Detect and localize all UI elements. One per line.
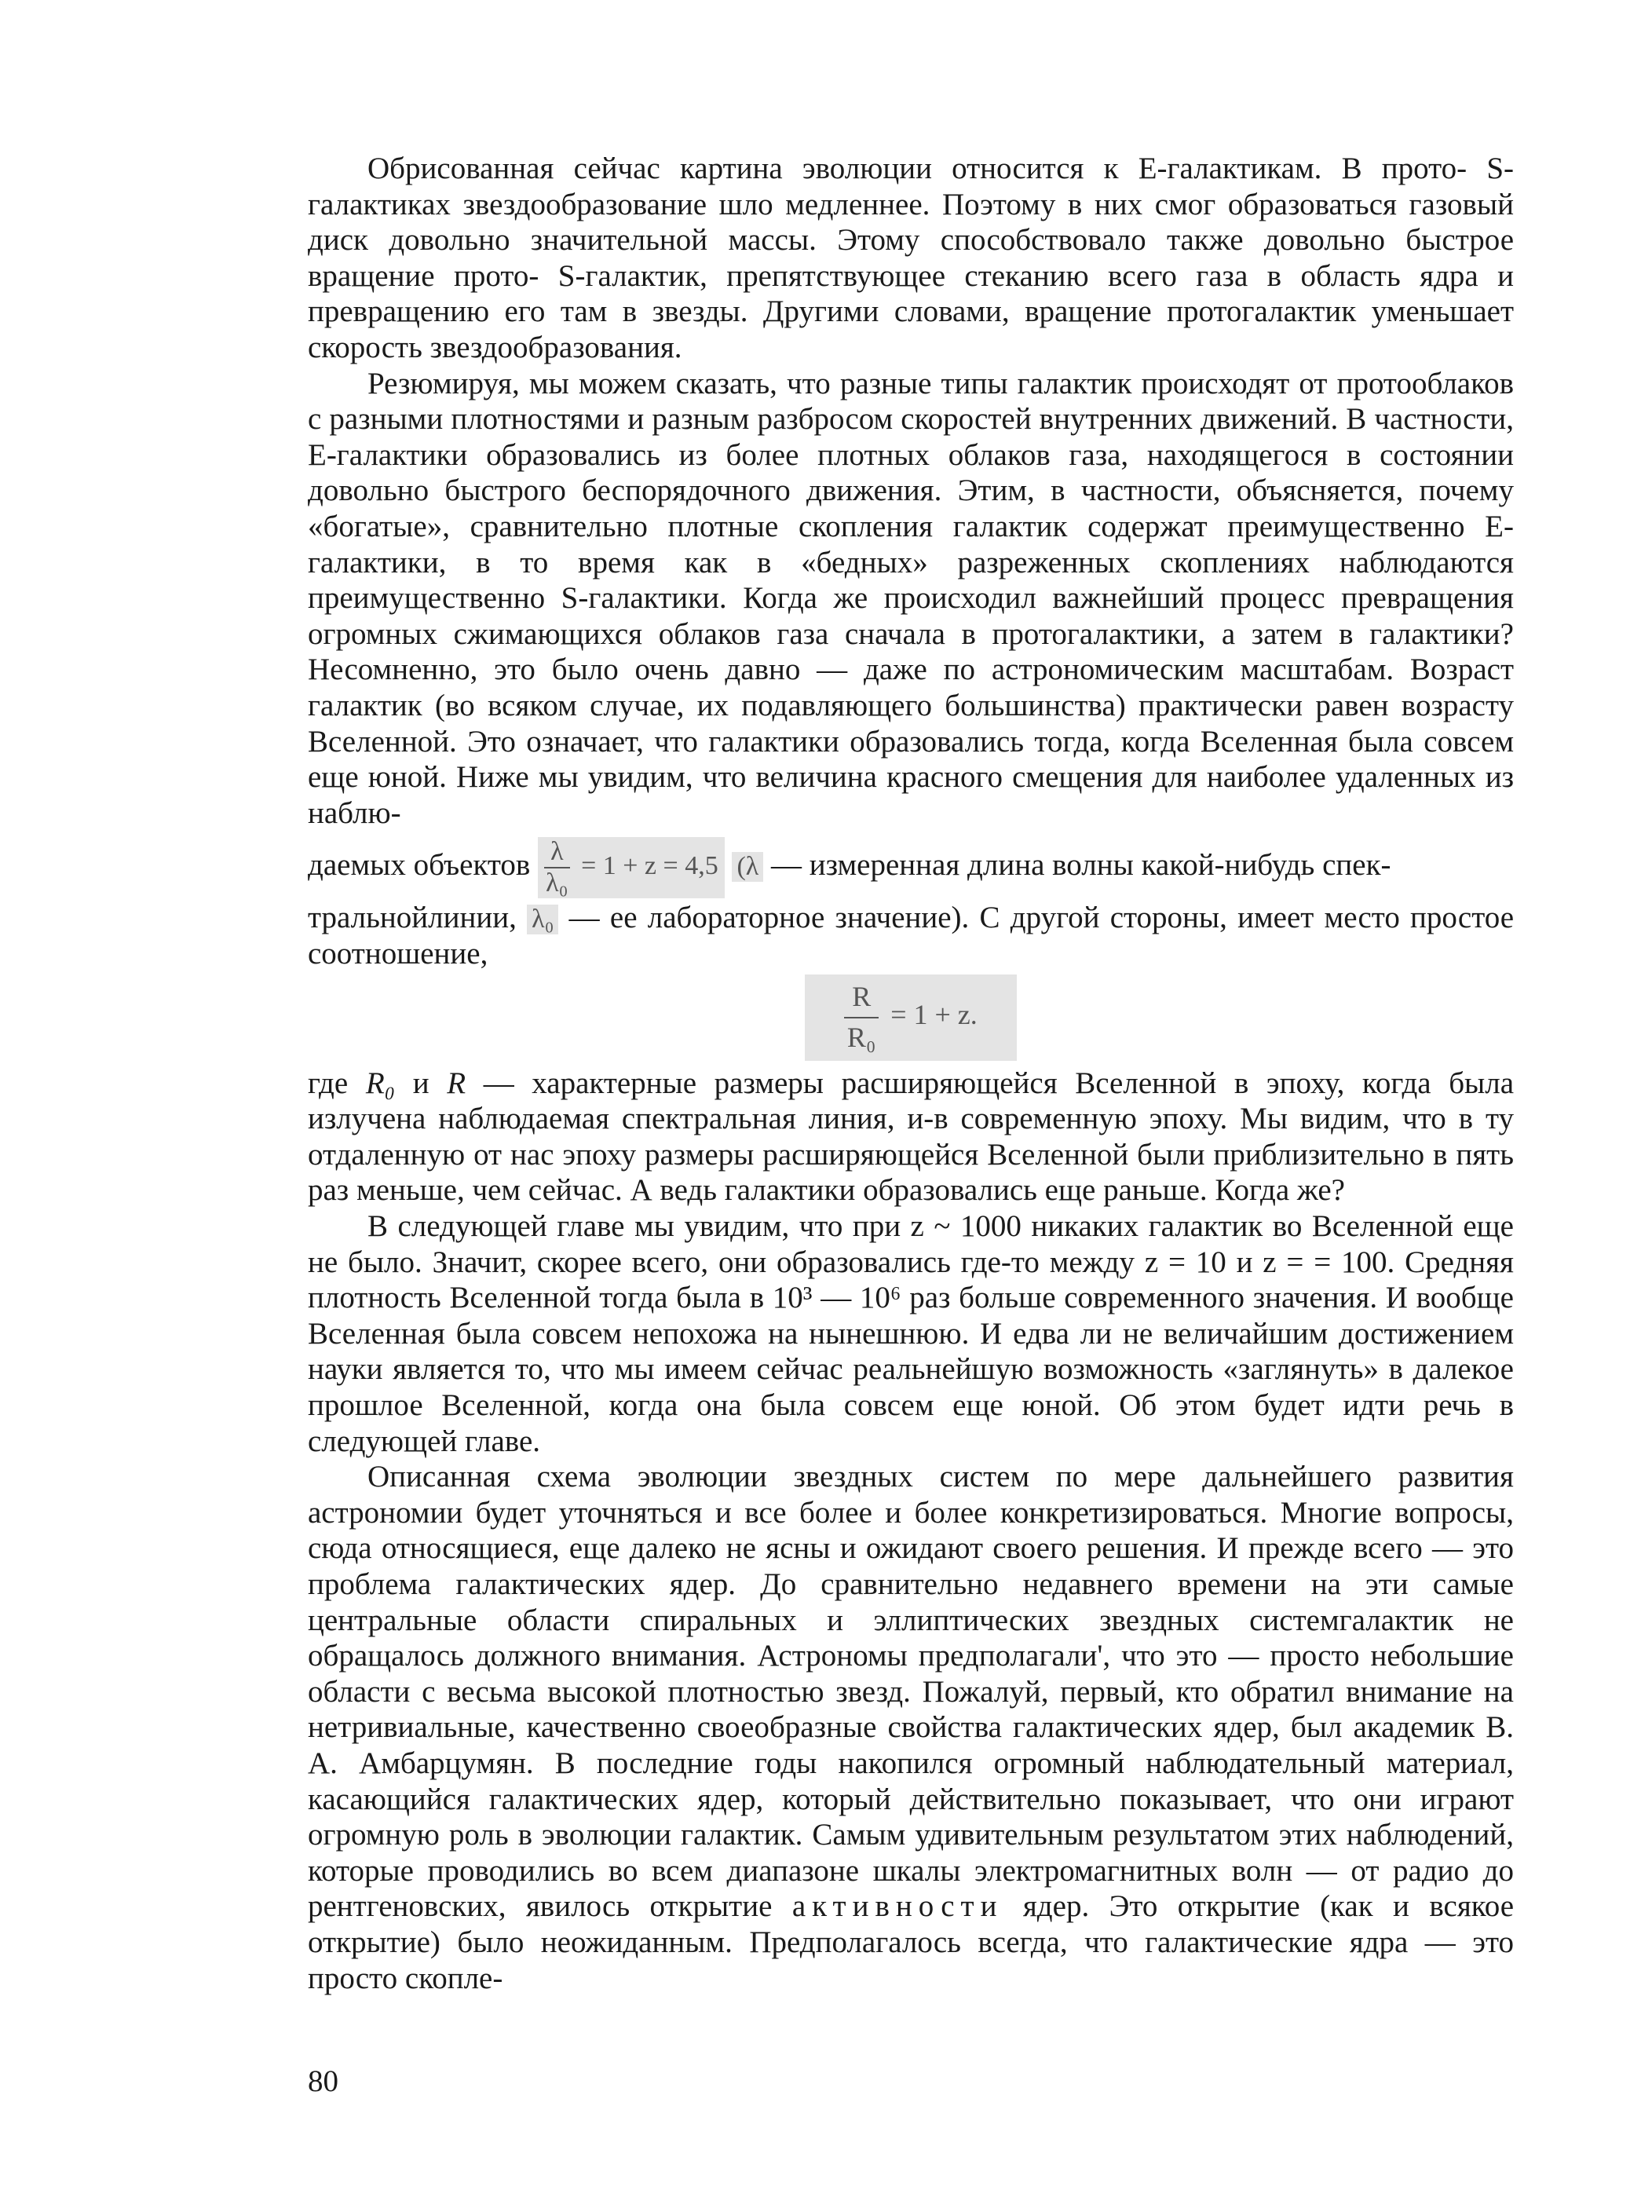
paragraph-3-text-b: и bbox=[412, 1066, 429, 1100]
paragraph-3-text-c: — характерные размеры расширяющейся Вселенной в эпоху, когда была излучена наблюдаемая спектральная линия, и-в современную эпоху. Мы видим, что в ту отдаленную от нас эпоху размеры расширяющейся Вселенной были приблизительно в пять раз меньше, чем сейчас. А ведь галактики образовались еще раньше. Когда же? bbox=[308, 1066, 1515, 1208]
paragraph-2-text-e: — ее лабораторное значение). С другой стороны, имеет место простое соотношение, bbox=[308, 901, 1515, 971]
paragraph-3-text-a: где bbox=[308, 1066, 349, 1100]
scale-factor-formula bbox=[805, 974, 1017, 1060]
paragraph-5-text-c: ядер. Это открытие (как и всякое открытие) было неожиданным. Предполагалось всегда, что галактические ядра — это просто скопле- bbox=[308, 1889, 1515, 1995]
lambda-char: λ bbox=[745, 852, 759, 882]
redshift-rhs: = 1 + z = 4,5 bbox=[581, 851, 718, 881]
paragraph-2-text-a: Резюмируя, мы можем сказать, что разные типы галактик происходят от протооблаков с разными плотностями и разным разбросом скоростей внутренних движений. В частности, Е-галактики образовались из более плотных облаков газа, находящегося в состоянии довольно быстрого беспорядочного движения. Этим, в частности, объясняется, почему «богатые», сравнительно плотные скопления галактик содержат преимущественно Е-галактики, в то время как в «бедных» разреженных скоплениях наблюдаются преимущественно S-галактики. Когда же происходил важнейший процесс превращения огромных сжимающихся облаков газа сначала в протогалактики, а затем в галактики? Несомненно, это было очень давно — даже по астрономическим масштабам. Возраст галактик (во всяком случае, их подавляющего большинства) практически равен возрасту Вселенной. Это означает, что галактики образовались тогда, когда Вселенная была совсем еще юной. Ниже мы увидим, что величина красного смещения для наиболее удаленных из наблю- bbox=[308, 366, 1514, 830]
paragraph-5-emphasis: активности bbox=[791, 1889, 1003, 1924]
R-symbol: R bbox=[447, 1066, 466, 1100]
R0-symbol: R₀ bbox=[365, 1066, 396, 1100]
scale-fraction bbox=[844, 979, 879, 1055]
open-paren: ( bbox=[736, 852, 746, 882]
redshift-formula bbox=[538, 837, 725, 898]
page-number: 80 bbox=[308, 2064, 338, 2098]
paragraph-4: В следующей главе мы увидим, что при z ~ 1000 никаких галактик во Вселенной еще не было. Значит, скорее всего, они образовались где-то между z = 10 и z = = 100. Средняя плотность Вселенной тогда была в 10³ — 10⁶ раз больше современного значения. И вообще Вселенная была совсем непохожа на нынешнюю. И едва ли не величайшим достижением науки является то, что мы имеем сейчас реальнейшую возможность «заглянуть» в далекое прошлое Вселенной, когда она была совсем еще юной. Об этом будет идти речь в следующей главе. bbox=[308, 1209, 1515, 1458]
paragraph-3 bbox=[308, 1066, 1514, 1208]
redshift-denominator: λ₀ bbox=[546, 868, 568, 898]
paragraph-2 bbox=[308, 366, 1514, 832]
paragraph-2-continuation bbox=[308, 900, 1514, 971]
scale-numerator: R bbox=[844, 979, 879, 1018]
paragraph-5 bbox=[308, 1459, 1514, 1996]
scale-denominator: R₀ bbox=[846, 1022, 876, 1054]
paragraph-5-text-a: Описанная схема эволюции звездных систем по мере дальнейшего развития астрономии будет уточняться и все более и более конкретизироваться. Многие вопросы, сюда относящиеся, еще далеко не ясны и ожидают своего решения. И прежде всего — это проблема галактических ядер. До сравнительно недавнего времени на эти самые центральные области спиральных и эллиптических звездных системгалактик не обращалось должного внимания. Астрономы предполагали', что это — просто небольшие области с весьма высокой плотностью звезд. Пожалуй, первый, кто обратил внимание на нетривиальные, качественно своеобразные свойства галактических ядер, был академик В. А. Амбарцумян. В последние годы накопился огромный наблюдательный материал, касающийся галактических ядер, который действительно показывает, что они играют огромную роль в эволюции галактик. Самым удивительным результатом этих наблюдений, которые проводились во всем диапазоне шкалы электромагнитных волн — от радио до рентгеновских, явилось открытие bbox=[308, 1460, 1514, 1924]
redshift-numerator: λ bbox=[544, 839, 570, 868]
paragraph-2-text-c: — измеренная длина волны какой-нибудь спек- bbox=[771, 848, 1391, 883]
paragraph-2-text-d: тральнойлинии, bbox=[308, 901, 517, 935]
lambda0-symbol: λ₀ bbox=[527, 905, 558, 934]
paragraph-2-text-b: даемых объектов bbox=[308, 848, 531, 883]
scale-rhs: = 1 + z. bbox=[890, 999, 978, 1031]
lambda-symbol bbox=[732, 852, 763, 881]
paragraph-2-formula-line bbox=[308, 831, 1514, 900]
redshift-fraction bbox=[544, 839, 570, 897]
paragraph-1: Обрисованная сейчас картина эволюции относится к Е-галактикам. В прото- S-галактиках звездообразование шло медленнее. Поэтому в них смог образоваться газовый диск довольно значительной массы. Этому способствовало также довольно быстрое вращение прото- S-галактик, препятствующее стеканию всего газа в область ядра и превращению его там в звезды. Другими словами, вращение протогалактик уменьшает скорость звездообразования. bbox=[308, 152, 1514, 364]
page-text bbox=[308, 151, 1514, 1996]
